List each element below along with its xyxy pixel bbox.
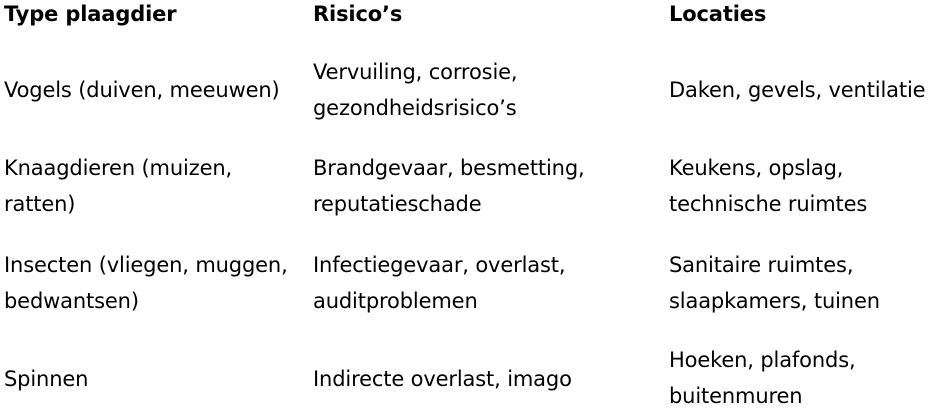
row-3-locations-line-1: Sanitaire ruimtes, xyxy=(669,253,854,277)
row-3-locations xyxy=(669,247,880,319)
row-1-risks-line-2: gezondheidsrisico’s xyxy=(313,96,517,120)
row-4-risks xyxy=(313,361,572,397)
row-1-risks xyxy=(313,54,517,126)
row-3-risks xyxy=(313,247,565,319)
row-3-pest xyxy=(4,247,288,319)
header-locations: Locaties xyxy=(669,2,767,26)
row-2-locations xyxy=(669,150,867,222)
row-1-pest-line: Vogels (duiven, meeuwen) xyxy=(4,78,280,102)
row-4-pest xyxy=(4,361,88,397)
row-2-pest-line-2: ratten) xyxy=(4,192,76,216)
row-4-locations xyxy=(669,342,856,414)
row-1-risks-line-1: Vervuiling, corrosie, xyxy=(313,60,518,84)
row-4-risks-line: Indirecte overlast, imago xyxy=(313,367,572,391)
row-4-locations-line-1: Hoeken, plafonds, xyxy=(669,348,856,372)
row-1-locations xyxy=(669,72,925,108)
row-4-locations-line-2: buitenmuren xyxy=(669,384,803,408)
row-1-pest xyxy=(4,72,280,108)
row-2-locations-line-1: Keukens, opslag, xyxy=(669,156,844,180)
row-2-risks xyxy=(313,150,585,222)
row-3-risks-line-2: auditproblemen xyxy=(313,289,478,313)
row-3-pest-line-2: bedwantsen) xyxy=(4,289,139,313)
row-2-pest-line-1: Knaagdieren (muizen, xyxy=(4,156,233,180)
header-pest-type: Type plaagdier xyxy=(4,2,177,26)
row-1-locations-line: Daken, gevels, ventilatie xyxy=(669,78,926,102)
row-4-pest-line: Spinnen xyxy=(4,367,89,391)
row-2-pest xyxy=(4,150,232,222)
row-2-locations-line-2: technische ruimtes xyxy=(669,192,868,216)
row-2-risks-line-2: reputatieschade xyxy=(313,192,482,216)
row-3-pest-line-1: Insecten (vliegen, muggen, xyxy=(4,253,288,277)
header-risks: Risico’s xyxy=(313,2,403,26)
row-2-risks-line-1: Brandgevaar, besmetting, xyxy=(313,156,585,180)
row-3-locations-line-2: slaapkamers, tuinen xyxy=(669,289,880,313)
row-3-risks-line-1: Infectiegevaar, overlast, xyxy=(313,253,566,277)
